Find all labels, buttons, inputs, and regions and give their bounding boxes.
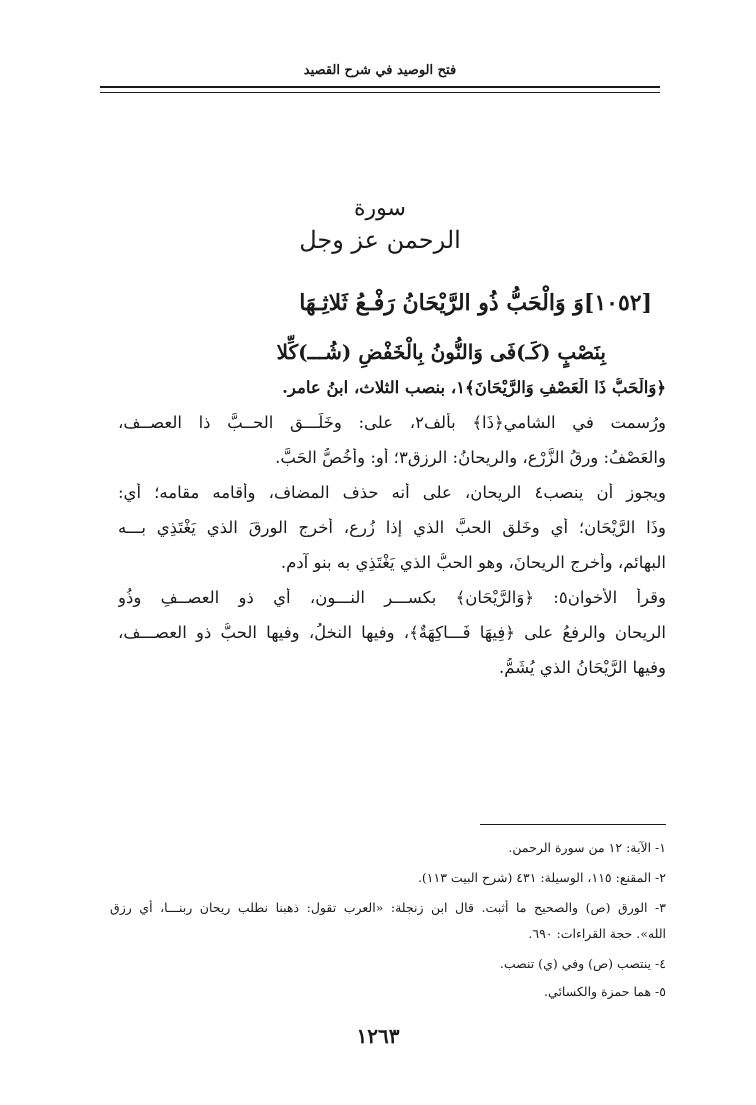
commentary-line: ﴿وَالْحَبُّ ذَا الْعَصْفِ وَالرَّيْحَانَ﴾١، بنصب الثلاث، ابنُ عامر. bbox=[282, 378, 666, 397]
commentary-line: ورُسمت في الشامي﴿ذَا﴾ بألف٢، على: وخَلَـــق الحــبَّ ذا العصــف، bbox=[118, 413, 666, 432]
poem-verse-first-hemistich: [١٠٥٢]وَ وَالْحَبُّ ذُو الرَّيْحَانُ رَفْـعُ ثَلاثِـهَا bbox=[299, 290, 652, 316]
commentary-line: البهائم، وأخرج الريحانَ، وهو الحبُّ الذي يَغْتَذِي به بنو آدم. bbox=[280, 553, 666, 572]
commentary-line: ويجوز أن ينصب٤ الريحان، على أنه حذف المضاف، وأقامه مقامه؛ أي: bbox=[118, 483, 666, 502]
surah-name: الرحمن عز وجل bbox=[299, 226, 461, 254]
commentary-line: والعَصْفُ: ورقُ الزَّرْعِ، والريحانُ: الرزق٣؛ أو: وأخُصُّ الحَبَّ. bbox=[275, 448, 666, 467]
running-header: فتح الوصيد في شرح القصيد bbox=[303, 63, 457, 78]
footnote-3-continuation: الله». حجة القراءات: ٦٩٠. bbox=[528, 926, 666, 941]
footnote-5: ٥- هما حمزة والكسائي. bbox=[544, 984, 666, 999]
footnote-1: ١- الآية: ١٢ من سورة الرحمن. bbox=[508, 840, 666, 855]
footnote-4: ٤- ينتصب (ص) وفي (ي) تنصب. bbox=[499, 956, 666, 971]
poem-verse-second-hemistich: بِنَصْبٍ (كَـ)فَى وَالنُّونُ بِالْخَفْضِ (شُـــ)كِّلا bbox=[276, 340, 606, 364]
page-number: ١٢٦٣ bbox=[356, 1024, 400, 1048]
header-rule-thin bbox=[100, 92, 660, 93]
footnote-separator bbox=[480, 824, 666, 825]
surah-label: سورة bbox=[354, 196, 406, 221]
footnote-2: ٢- المقنع: ١١٥، الوسيلة: ٤٣١ (شرح البيت ١١٣). bbox=[417, 870, 666, 885]
commentary-line: الريحانِ والرفعُ على ﴿فِيهَا فَـــاكِهَةٌ﴾، وفيها النخلُ، وفيها الحبُّ ذو العصـــف، bbox=[118, 623, 666, 642]
commentary-line: وذَا الرَّيْحَان؛ أي وخَلق الحبَّ الذي إذا زُرِع، أخرج الورقَ الذي يَغْتَذِي بـــه bbox=[118, 518, 666, 537]
commentary-line: وقرأ الأخوان٥: ﴿وَالرَّيْحَانِ﴾ بكســـر النـــون، أي ذو العصــفِ وذُو bbox=[118, 588, 666, 607]
footnote-3: ٣- الورق (ص) والصحيح ما أُثبت. قال ابن زنجلة: «العرب تقول: ذهبنا نطلب ريحان ربنـــا، أي رزق bbox=[110, 900, 666, 915]
header-rule bbox=[100, 86, 660, 88]
commentary-line: وفيها الرَّيْحَانُ الذي يُشَمُّ. bbox=[498, 658, 666, 677]
